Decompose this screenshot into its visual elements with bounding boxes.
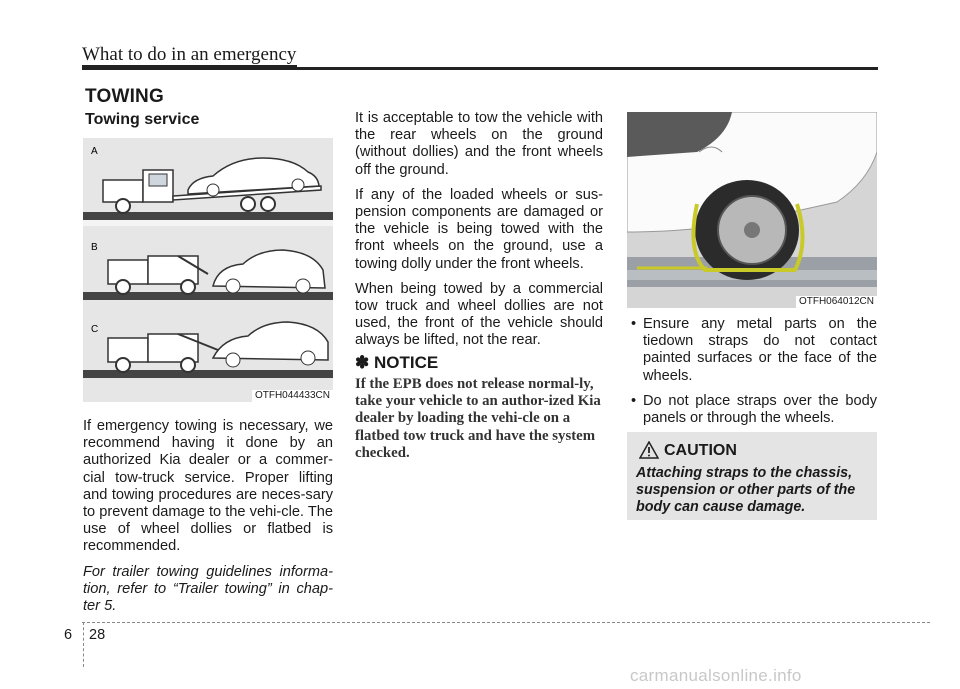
footer-rule: [82, 622, 930, 623]
towing-service-paragraph: If emergency towing is necessary, we recommend having it done by an authorized Kia dealer or a commer-cial tow-truck service. Proper lifting and towing procedures are neces-sary to prevent damage to the vehi-cle. The use of wheel dollies or flatbed is recommended.: [83, 418, 333, 555]
caution-body: Attaching straps to the chassis, suspension or other parts of the body can cause damage.: [636, 465, 856, 516]
rear-wheels-paragraph: It is acceptable to tow the vehicle with the rear wheels on the ground (without dollies) and the front wheels off the ground.: [355, 110, 603, 178]
page-number: 28: [89, 627, 106, 643]
header-rule: [82, 67, 878, 70]
column-1-text: [83, 418, 333, 623]
caution-box: [627, 432, 877, 520]
page-section-number: 6: [64, 627, 73, 643]
panel-c-label: C: [91, 324, 99, 335]
tiedown-figure: [627, 112, 877, 308]
bullet-item: • Ensure any metal parts on the tiedown straps do not contact painted surfaces or the face of the wheels.: [627, 316, 877, 385]
commercial-tow-paragraph: When being towed by a commercial tow truck and wheel dollies are not used, the front of the vehicle should always be lifted, not the rear.: [355, 280, 603, 349]
section-title: TOWING: [85, 86, 164, 107]
panel-a-label: A: [91, 146, 98, 157]
watermark: carmanualsonline.info: [630, 666, 802, 685]
header-title: What to do in an emergency: [82, 44, 297, 65]
subheading-towing-service: Towing service: [85, 111, 200, 128]
tow-methods-figure: [83, 138, 333, 402]
figure-code: OTFH064012CN: [796, 296, 877, 308]
caution-title: CAUTION: [664, 442, 737, 459]
tow-methods-illustration: [83, 138, 333, 402]
towing-dolly-paragraph: If any of the loaded wheels or sus-pension components are damaged or the vehicle is being towed with the front wheels on the ground, use a towing dolly under the front wheels.: [355, 186, 603, 272]
trailer-towing-reference: For trailer towing guidelines informa-tion, refer to “Trailer towing” in chap-ter 5.: [83, 563, 333, 615]
footer-divider: [83, 622, 84, 667]
notice-body: If the EPB does not release normal-ly, take your vehicle to an author-ized Kia dealer by loading the vehi-cle on a flatbed tow truck and have the system checked.: [355, 376, 601, 461]
notice-title-text: NOTICE: [373, 353, 439, 372]
notice-title: [355, 353, 438, 373]
column-3-bullets: [627, 316, 877, 435]
bullet-item: • Do not place straps over the body panels or through the wheels.: [627, 393, 877, 427]
figure-code: OTFH044433CN: [252, 390, 333, 402]
tiedown-illustration: [627, 112, 877, 308]
warning-triangle-icon: [639, 441, 659, 459]
panel-b-label: B: [91, 242, 98, 253]
column-2-text: [355, 110, 603, 358]
notice-symbol-icon: ✽: [355, 353, 370, 372]
